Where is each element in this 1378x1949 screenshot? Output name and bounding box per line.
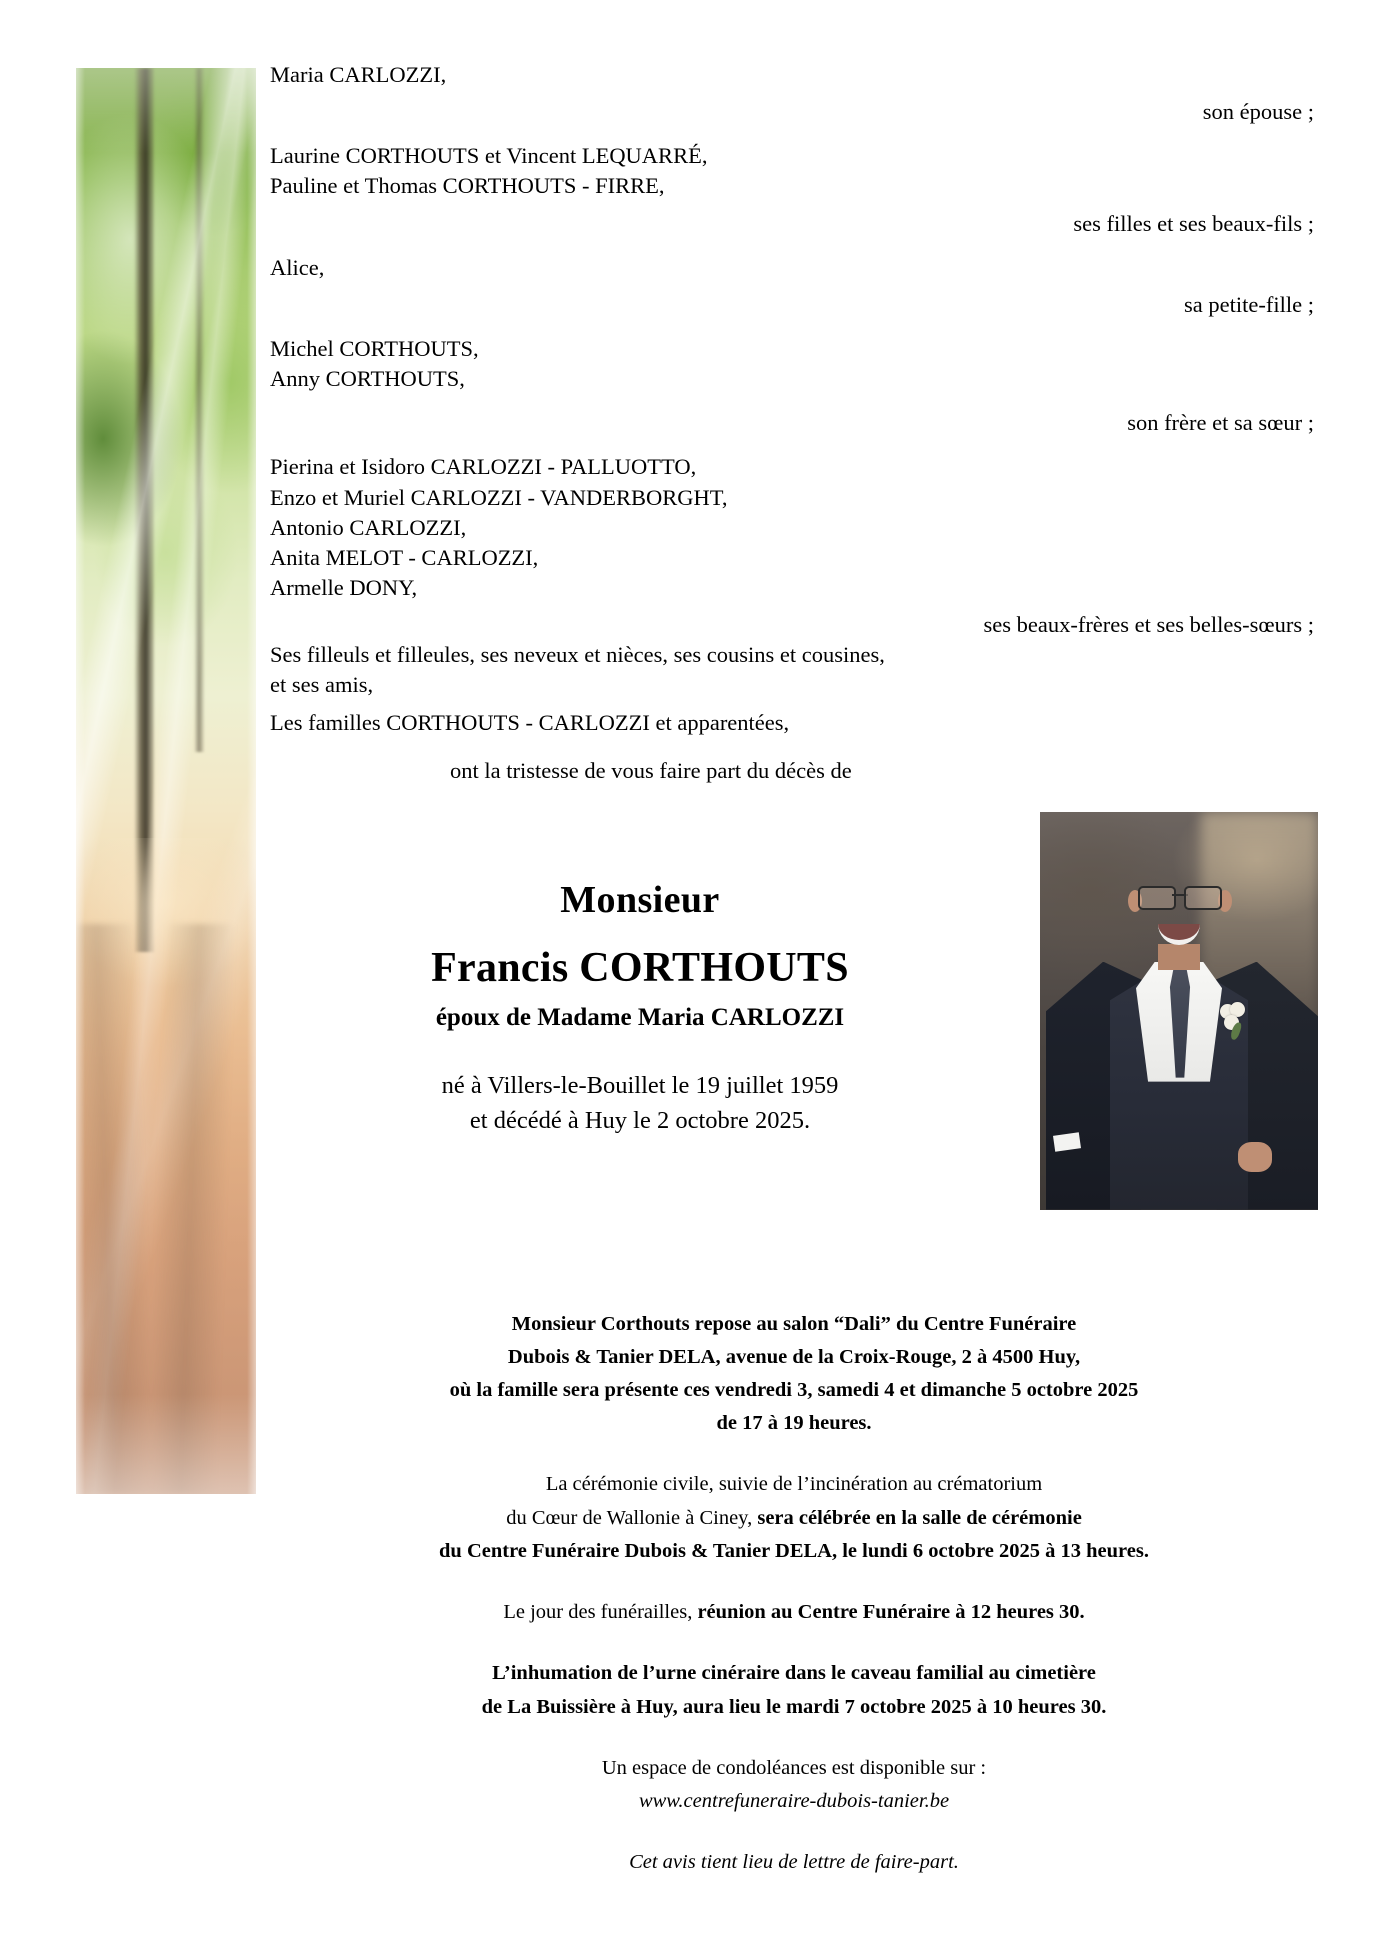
deceased-title: Monsieur xyxy=(560,878,720,921)
obituary-notice xyxy=(270,60,1318,1910)
deceased-name-block xyxy=(270,812,1010,1139)
ceremony-line-2-plain: du Cœur de Wallonie à Ciney, xyxy=(506,1506,758,1529)
wake-line-4: de 17 à 19 heures. xyxy=(716,1412,872,1435)
family-name-line: Alice, xyxy=(270,254,325,280)
family-name-line: Anny CORTHOUTS, xyxy=(270,366,465,392)
service-details xyxy=(270,1308,1318,1880)
ceremony-line-2 xyxy=(270,1502,1318,1535)
edge-fade-layer xyxy=(76,68,256,1494)
family-relation-line: ses beaux-frères et ses belles-sœurs ; xyxy=(983,612,1314,638)
condolences-url[interactable]: www.centrefuneraire-dubois-tanier.be xyxy=(638,1789,950,1812)
ceremony-line-2-bold: sera célébrée en la salle de cérémonie xyxy=(757,1506,1082,1529)
family-list xyxy=(270,60,1318,738)
gathering-plain: Le jour des funérailles, xyxy=(503,1601,698,1624)
burial-line-2: de La Buissière à Huy, aura lieu le mardi 7 octobre 2025 à 10 heures 30. xyxy=(481,1695,1107,1718)
burial-line-1: L’inhumation de l’urne cinéraire dans le caveau familial au cimetière xyxy=(492,1662,1096,1685)
deceased-portrait-photo xyxy=(1040,812,1318,1210)
family-name-line: Michel CORTHOUTS, xyxy=(270,335,479,361)
gathering-line xyxy=(270,1596,1318,1629)
ceremony-paragraph xyxy=(270,1468,1318,1568)
family-name-line: Laurine CORTHOUTS et Vincent LEQUARRÉ, xyxy=(270,143,708,169)
wake-line-3: où la famille sera présente ces vendredi 3, samedi 4 et dimanche 5 octobre 2025 xyxy=(449,1379,1139,1402)
gathering-paragraph xyxy=(270,1596,1318,1629)
birth-line: né à Villers-le-Bouillet le 19 juillet 1959 xyxy=(441,1071,839,1099)
gathering-bold: réunion au Centre Funéraire à 12 heures 30. xyxy=(697,1601,1085,1624)
family-name-line: Pierina et Isidoro CARLOZZI - PALLUOTTO, xyxy=(270,454,697,480)
family-name-line: Antonio CARLOZZI, xyxy=(270,514,467,540)
family-relation-line: son frère et sa sœur ; xyxy=(1127,410,1314,436)
ceremony-line-1: La cérémonie civile, suivie de l’incinération au crématorium xyxy=(545,1473,1043,1496)
wake-line-1: Monsieur Corthouts repose au salon “Dali” du Centre Funéraire xyxy=(511,1312,1077,1335)
wake-line-2: Dubois & Tanier DELA, avenue de la Croix-Rouge, 2 à 4500 Huy, xyxy=(507,1345,1081,1368)
condolences-intro: Un espace de condoléances est disponible sur : xyxy=(601,1756,987,1779)
family-relation-line: ses filles et ses beaux-fils ; xyxy=(1073,210,1314,236)
deceased-name: Francis CORTHOUTS xyxy=(431,944,849,991)
deceased-section xyxy=(270,812,1318,1212)
death-line: et décédé à Huy le 2 octobre 2025. xyxy=(469,1107,811,1135)
glasses-icon xyxy=(1138,886,1222,908)
friends-line-2: et ses amis, xyxy=(270,672,374,698)
families-line: Les familles CORTHOUTS - CARLOZZI et apparentées, xyxy=(270,709,790,735)
friends-line-1: Ses filleuls et filleules, ses neveux et nièces, ses cousins et cousines, xyxy=(270,642,885,668)
family-name-line: Maria CARLOZZI, xyxy=(270,62,447,87)
boutonniere-flower-icon xyxy=(1218,1002,1248,1042)
wake-paragraph xyxy=(270,1308,1318,1441)
deceased-spouse-line: époux de Madame Maria CARLOZZI xyxy=(435,1003,845,1031)
family-relation-line: son épouse ; xyxy=(1202,99,1314,125)
footer-note: Cet avis tient lieu de lettre de faire-part. xyxy=(629,1851,959,1874)
deceased-dates xyxy=(270,1068,1010,1139)
condolences-paragraph xyxy=(270,1752,1318,1818)
portrait-shirt-cuff xyxy=(1053,1132,1081,1151)
family-relation-line: sa petite-fille ; xyxy=(1184,291,1314,317)
decorative-forest-path-image xyxy=(76,68,256,1494)
family-name-line: Anita MELOT - CARLOZZI, xyxy=(270,544,539,570)
family-name-line: Pauline et Thomas CORTHOUTS - FIRRE, xyxy=(270,173,665,199)
family-name-line: Enzo et Muriel CARLOZZI - VANDERBORGHT, xyxy=(270,484,728,510)
family-name-line: Armelle DONY, xyxy=(270,574,418,600)
ceremony-line-3: du Centre Funéraire Dubois & Tanier DELA, le lundi 6 octobre 2025 à 13 heures. xyxy=(439,1539,1149,1562)
portrait-hand xyxy=(1238,1142,1272,1172)
burial-paragraph xyxy=(270,1657,1318,1723)
announcement-line: ont la tristesse de vous faire part du décès de xyxy=(450,757,852,783)
